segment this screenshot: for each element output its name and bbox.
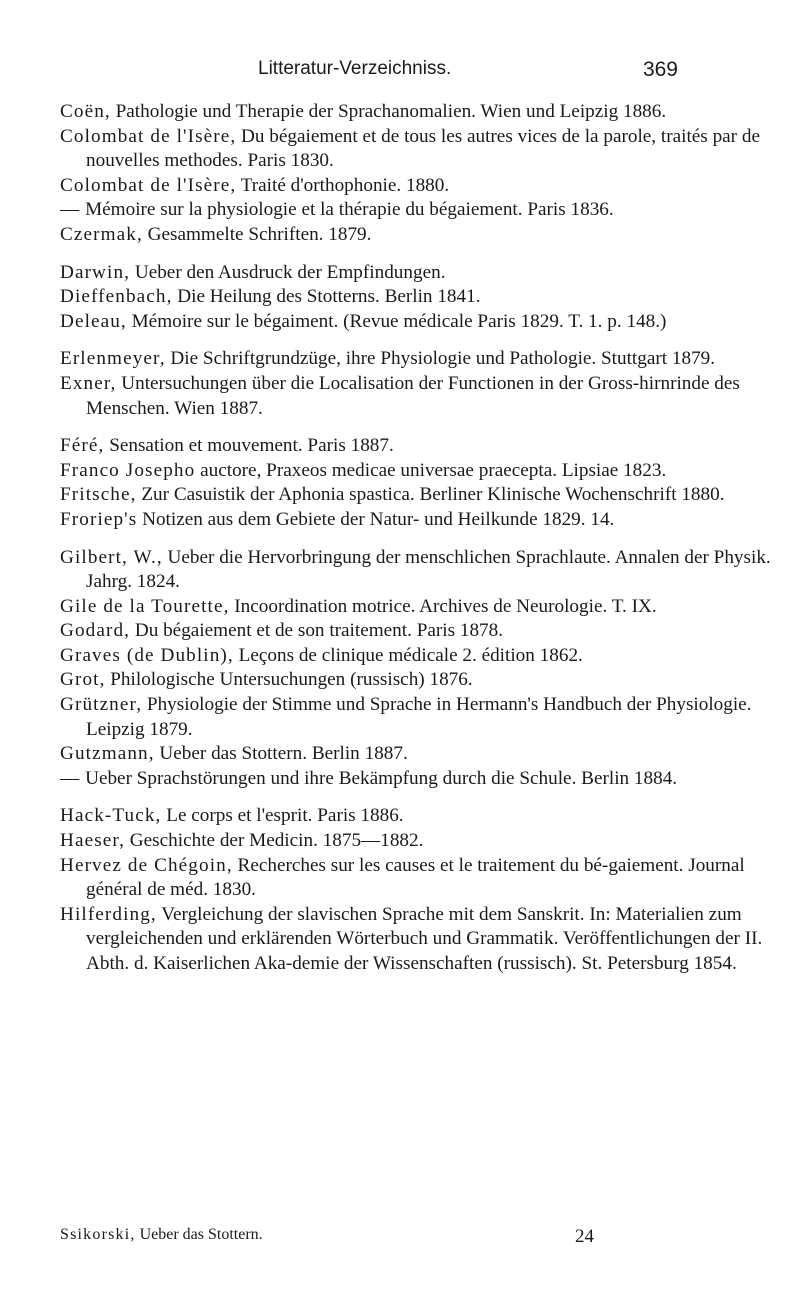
signature-mark: 24 — [575, 1226, 594, 1247]
entry-text: Notizen aus dem Gebiete der Natur- und Heilkunde 1829. 14. — [137, 508, 615, 530]
entry-text: Ueber den Ausdruck der Empfindungen. — [130, 261, 446, 283]
signature-line — [60, 1226, 720, 1248]
bibliography-entry — [60, 903, 780, 977]
entry-author: Czermak, — [60, 223, 143, 245]
entry-text: Mémoire sur la physiologie et la thérapie du bégaiement. Paris 1836. — [80, 199, 614, 221]
bibliography-entry — [60, 174, 780, 199]
entry-text: Recherches sur les causes et le traitement du bé-gaiement. Journal général de méd. 1830. — [86, 854, 745, 901]
entry-author: Hack-Tuck, — [60, 805, 162, 827]
entry-author: Grot, — [60, 669, 106, 691]
bibliography-entry — [60, 804, 780, 829]
entry-author: Exner, — [60, 372, 117, 394]
entry-text: Leçons de clinique médicale 2. édition 1862. — [233, 644, 583, 666]
bibliography-entry — [60, 125, 780, 174]
bibliography-entry — [60, 285, 780, 310]
bibliography-entry — [60, 693, 780, 742]
entry-author: Hilferding, — [60, 903, 157, 925]
entry-author: Dieffenbach, — [60, 286, 173, 308]
entry-text: auctore, Praxeos medicae universae praecepta. Lipsiae 1823. — [195, 459, 667, 481]
bibliography-entry — [60, 223, 780, 248]
entry-author: Franco Josepho — [60, 459, 196, 481]
entry-author: Colombat de l'Isère, — [60, 174, 237, 196]
entry-author: Coën, — [60, 101, 111, 122]
bibliography-entry — [60, 767, 780, 792]
entry-text: Ueber das Stottern. Berlin 1887. — [154, 743, 408, 765]
bibliography-list — [60, 100, 780, 977]
entry-text: Ueber die Hervorbringung der menschlichen Sprachlaute. Annalen der Physik. Jahrg. 1824. — [86, 546, 771, 593]
bibliography-entry — [60, 310, 780, 335]
entry-text: Physiologie der Stimme und Sprache in Hermann's Handbuch der Physiologie. Leipzig 1879. — [86, 694, 752, 740]
entry-author: — — [60, 767, 81, 789]
bibliography-entry — [60, 347, 780, 372]
bibliography-entry — [60, 854, 780, 903]
bibliography-entry — [60, 829, 780, 854]
entry-author: Erlenmeyer, — [60, 348, 166, 370]
bibliography-entry — [60, 619, 780, 644]
entry-author: Haeser, — [60, 830, 125, 852]
entry-text: Die Heilung des Stotterns. Berlin 1841. — [172, 286, 481, 308]
signature-title: Ueber das Stottern. — [135, 1226, 263, 1243]
signature-text — [60, 1226, 263, 1244]
entry-author: Gilbert, W., — [60, 546, 163, 568]
bibliography-entry — [60, 261, 780, 286]
page-number: 369 — [642, 58, 678, 81]
entry-author: Fritsche, — [60, 484, 137, 506]
entry-author: Hervez de Chégoin, — [60, 854, 233, 876]
entry-text: Sensation et mouvement. Paris 1887. — [104, 435, 394, 457]
entry-author: Deleau, — [60, 310, 127, 332]
entry-author: Gutzmann, — [60, 743, 155, 765]
bibliography-entry — [60, 198, 780, 223]
entry-author: Grützner, — [60, 694, 143, 716]
entry-text: Vergleichung der slavischen Sprache mit dem Sanskrit. In: Materialien zum vergleichenden und erklärenden Wörterbuch und Grammatik. Veröffentlichungen der II. Abth. d. Kaiserlichen Aka-demie der Wissenschaften (russisch). St. Petersburg 1854. — [86, 903, 763, 974]
bibliography-entry — [60, 483, 780, 508]
entry-author: Graves (de Dublin), — [60, 644, 234, 666]
bibliography-entry — [60, 668, 780, 693]
entry-text: Geschichte der Medicin. 1875—1882. — [125, 830, 424, 852]
running-header — [258, 58, 678, 82]
entry-text: Ueber Sprachstörungen und ihre Bekämpfung durch die Schule. Berlin 1884. — [80, 767, 678, 789]
entry-author: — — [60, 199, 81, 221]
entry-author: Colombat de l'Isère, — [60, 125, 237, 147]
bibliography-entry — [60, 372, 780, 421]
bibliography-entry — [60, 742, 780, 767]
bibliography-entry — [60, 508, 780, 533]
entry-text: Traité d'orthophonie. 1880. — [236, 174, 450, 196]
bibliography-entry — [60, 546, 780, 595]
entry-text: Gesammelte Schriften. 1879. — [142, 223, 372, 245]
entry-text: Du bégaiement et de son traitement. Paris 1878. — [130, 620, 504, 642]
bibliography-entry — [60, 595, 780, 620]
entry-text: Philologische Untersuchungen (russisch) 1876. — [105, 669, 473, 691]
entry-text: Zur Casuistik der Aphonia spastica. Berliner Klinische Wochenschrift 1880. — [136, 484, 725, 506]
bibliography-entry — [60, 100, 780, 125]
signature-author: Ssikorski, — [60, 1226, 136, 1243]
entry-author: Féré, — [60, 435, 105, 457]
bibliography-entry — [60, 644, 780, 669]
entry-text: Du bégaiement et de tous les autres vices de la parole, traités par de nouvelles methodes. Paris 1830. — [86, 125, 760, 172]
bibliography-entry — [60, 434, 780, 459]
entry-text: Incoordination motrice. Archives de Neurologie. T. IX. — [229, 595, 657, 617]
entry-author: Froriep's — [60, 508, 138, 530]
entry-author: Godard, — [60, 620, 131, 642]
entry-text: Die Schriftgrundzüge, ihre Physiologie und Pathologie. Stuttgart 1879. — [165, 348, 716, 370]
entry-text: Mémoire sur le bégaiment. (Revue médicale Paris 1829. T. 1. p. 148.) — [126, 310, 667, 332]
entry-author: Gile de la Tourette, — [60, 595, 230, 617]
bibliography-entry — [60, 459, 780, 484]
entry-author: Darwin, — [60, 261, 131, 283]
entry-text: Pathologie und Therapie der Sprachanomalien. Wien und Leipzig 1886. — [110, 101, 667, 122]
entry-text: Untersuchungen über die Localisation der Functionen in der Gross-hirnrinde des Menschen. Wien 1887. — [86, 372, 740, 419]
running-title: Litteratur-Verzeichniss. — [258, 58, 452, 79]
entry-text: Le corps et l'esprit. Paris 1886. — [161, 805, 404, 827]
